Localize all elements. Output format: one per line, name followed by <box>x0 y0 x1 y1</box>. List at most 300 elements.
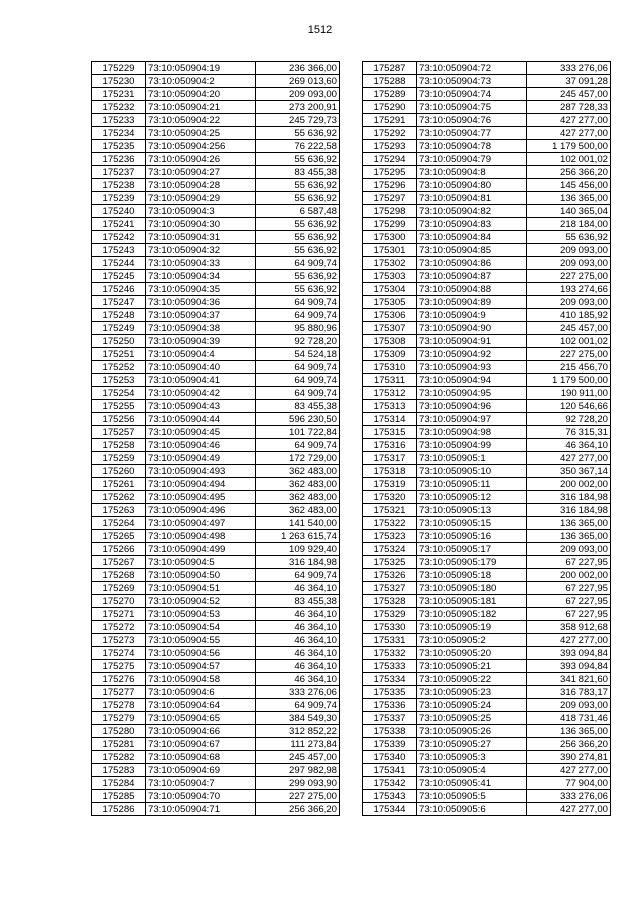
cadastral-number: 73:10:050904:50 <box>146 569 256 582</box>
row-number: 175253 <box>92 374 146 387</box>
table-row <box>92 335 340 348</box>
row-number: 175281 <box>92 738 146 751</box>
row-number: 175285 <box>92 790 146 803</box>
table-row <box>92 608 340 621</box>
cadastral-value: 46 364,10 <box>256 582 340 595</box>
cadastral-number: 73:10:050904:64 <box>146 699 256 712</box>
cadastral-number: 73:10:050904:22 <box>146 114 256 127</box>
table-row <box>363 413 611 426</box>
cadastral-value: 64 909,74 <box>256 361 340 374</box>
cadastral-value: 427 277,00 <box>527 764 611 777</box>
cadastral-value: 1 179 500,00 <box>527 374 611 387</box>
cadastral-value: 384 549,30 <box>256 712 340 725</box>
table-row <box>363 699 611 712</box>
table-row <box>363 127 611 140</box>
cadastral-number: 73:10:050904:31 <box>146 231 256 244</box>
cadastral-number: 73:10:050904:79 <box>417 153 527 166</box>
cadastral-number: 73:10:050904:49 <box>146 452 256 465</box>
cadastral-value: 362 483,00 <box>256 465 340 478</box>
cadastral-number: 73:10:050904:89 <box>417 296 527 309</box>
table-row <box>92 504 340 517</box>
cadastral-number: 73:10:050904:42 <box>146 387 256 400</box>
cadastral-number: 73:10:050904:87 <box>417 270 527 283</box>
cadastral-number: 73:10:050904:36 <box>146 296 256 309</box>
cadastral-number: 73:10:050904:493 <box>146 465 256 478</box>
cadastral-value: 46 364,10 <box>256 647 340 660</box>
row-number: 175283 <box>92 764 146 777</box>
row-number: 175232 <box>92 101 146 114</box>
cadastral-number: 73:10:050905:1 <box>417 452 527 465</box>
cadastral-number: 73:10:050904:85 <box>417 244 527 257</box>
cadastral-value: 393 094,84 <box>527 660 611 673</box>
cadastral-value: 427 277,00 <box>527 803 611 816</box>
cadastral-value: 109 929,40 <box>256 543 340 556</box>
row-number: 175305 <box>363 296 417 309</box>
row-number: 175335 <box>363 686 417 699</box>
row-number: 175266 <box>92 543 146 556</box>
row-number: 175296 <box>363 179 417 192</box>
row-number: 175340 <box>363 751 417 764</box>
cadastral-number: 73:10:050904:76 <box>417 114 527 127</box>
table-row <box>363 205 611 218</box>
cadastral-number: 73:10:050904:99 <box>417 439 527 452</box>
table-row <box>92 686 340 699</box>
cadastral-number: 73:10:050904:80 <box>417 179 527 192</box>
table-row <box>363 348 611 361</box>
cadastral-number: 73:10:050904:43 <box>146 400 256 413</box>
row-number: 175240 <box>92 205 146 218</box>
cadastral-value: 227 275,00 <box>527 348 611 361</box>
cadastral-value: 316 783,17 <box>527 686 611 699</box>
row-number: 175237 <box>92 166 146 179</box>
row-number: 175321 <box>363 504 417 517</box>
table-row <box>92 699 340 712</box>
cadastral-number: 73:10:050905:4 <box>417 764 527 777</box>
cadastral-number: 73:10:050904:51 <box>146 582 256 595</box>
row-number: 175334 <box>363 673 417 686</box>
row-number: 175233 <box>92 114 146 127</box>
cadastral-value: 55 636,92 <box>256 231 340 244</box>
table-row <box>363 140 611 153</box>
row-number: 175261 <box>92 478 146 491</box>
cadastral-number: 73:10:050905:180 <box>417 582 527 595</box>
cadastral-value: 55 636,92 <box>256 192 340 205</box>
row-number: 175273 <box>92 634 146 647</box>
table-row <box>363 270 611 283</box>
cadastral-value: 297 982,98 <box>256 764 340 777</box>
cadastral-value: 46 364,10 <box>527 439 611 452</box>
cadastral-value: 390 274,81 <box>527 751 611 764</box>
row-number: 175257 <box>92 426 146 439</box>
row-number: 175284 <box>92 777 146 790</box>
cadastral-number: 73:10:050904:88 <box>417 283 527 296</box>
cadastral-number: 73:10:050904:28 <box>146 179 256 192</box>
cadastral-value: 245 457,00 <box>256 751 340 764</box>
cadastral-value: 341 821,60 <box>527 673 611 686</box>
table-row <box>363 504 611 517</box>
cadastral-number: 73:10:050905:13 <box>417 504 527 517</box>
cadastral-value: 209 093,00 <box>527 699 611 712</box>
row-number: 175299 <box>363 218 417 231</box>
cadastral-number: 73:10:050904:97 <box>417 413 527 426</box>
cadastral-value: 83 455,38 <box>256 400 340 413</box>
cadastral-number: 73:10:050904:56 <box>146 647 256 660</box>
cadastral-number: 73:10:050904:32 <box>146 244 256 257</box>
table-row <box>363 608 611 621</box>
row-number: 175319 <box>363 478 417 491</box>
cadastral-number: 73:10:050904:86 <box>417 257 527 270</box>
table-row <box>363 244 611 257</box>
cadastral-number: 73:10:050904:20 <box>146 88 256 101</box>
cadastral-number: 73:10:050905:179 <box>417 556 527 569</box>
table-row <box>363 101 611 114</box>
table-row <box>92 270 340 283</box>
row-number: 175238 <box>92 179 146 192</box>
cadastral-number: 73:10:050904:90 <box>417 322 527 335</box>
cadastral-number: 73:10:050904:65 <box>146 712 256 725</box>
table-row <box>92 179 340 192</box>
cadastral-value: 362 483,00 <box>256 491 340 504</box>
cadastral-number: 73:10:050905:182 <box>417 608 527 621</box>
cadastral-value: 67 227,95 <box>527 556 611 569</box>
table-row <box>363 517 611 530</box>
table-row <box>363 491 611 504</box>
table-row <box>363 114 611 127</box>
cadastral-value: 95 880,96 <box>256 322 340 335</box>
row-number: 175260 <box>92 465 146 478</box>
cadastral-value: 102 001,02 <box>527 335 611 348</box>
row-number: 175338 <box>363 725 417 738</box>
table-row <box>363 322 611 335</box>
page-number: 1512 <box>307 24 333 36</box>
cadastral-number: 73:10:050904:4 <box>146 348 256 361</box>
cadastral-value: 140 365,04 <box>527 205 611 218</box>
table-row <box>92 75 340 88</box>
cadastral-number: 73:10:050905:21 <box>417 660 527 673</box>
cadastral-value: 55 636,92 <box>256 218 340 231</box>
cadastral-value: 256 366,20 <box>256 803 340 816</box>
table-row <box>92 153 340 166</box>
table-row <box>363 309 611 322</box>
cadastral-number: 73:10:050904:68 <box>146 751 256 764</box>
table-row <box>92 673 340 686</box>
row-number: 175315 <box>363 426 417 439</box>
row-number: 175241 <box>92 218 146 231</box>
table-body-right <box>363 62 611 816</box>
cadastral-value: 55 636,92 <box>527 231 611 244</box>
cadastral-value: 77 904,00 <box>527 777 611 790</box>
row-number: 175248 <box>92 309 146 322</box>
row-number: 175291 <box>363 114 417 127</box>
cadastral-number: 73:10:050904:21 <box>146 101 256 114</box>
row-number: 175247 <box>92 296 146 309</box>
cadastral-number: 73:10:050904:82 <box>417 205 527 218</box>
table-row <box>92 634 340 647</box>
cadastral-value: 54 524,18 <box>256 348 340 361</box>
row-number: 175329 <box>363 608 417 621</box>
cadastral-number: 73:10:050904:256 <box>146 140 256 153</box>
table-row <box>92 803 340 816</box>
cadastral-value: 236 366,00 <box>256 62 340 75</box>
table-row <box>363 75 611 88</box>
cadastral-value: 273 200,91 <box>256 101 340 114</box>
cadastral-value: 76 315,31 <box>527 426 611 439</box>
cadastral-value: 312 852,22 <box>256 725 340 738</box>
cadastral-value: 269 013,60 <box>256 75 340 88</box>
row-number: 175307 <box>363 322 417 335</box>
table-row <box>363 387 611 400</box>
row-number: 175317 <box>363 452 417 465</box>
row-number: 175239 <box>92 192 146 205</box>
cadastral-value: 418 731,46 <box>527 712 611 725</box>
cadastral-value: 67 227,95 <box>527 608 611 621</box>
cadastral-value: 333 276,06 <box>527 790 611 803</box>
table-row <box>92 491 340 504</box>
row-number: 175256 <box>92 413 146 426</box>
row-number: 175344 <box>363 803 417 816</box>
table-row <box>363 296 611 309</box>
cadastral-number: 73:10:050905:23 <box>417 686 527 699</box>
cadastral-value: 102 001,02 <box>527 153 611 166</box>
cadastral-value: 256 366,20 <box>527 166 611 179</box>
table-row <box>363 595 611 608</box>
table-row <box>363 543 611 556</box>
cadastral-value: 200 002,00 <box>527 478 611 491</box>
table-row <box>92 361 340 374</box>
cadastral-number: 73:10:050904:495 <box>146 491 256 504</box>
cadastral-number: 73:10:050904:58 <box>146 673 256 686</box>
cadastral-value: 316 184,98 <box>527 491 611 504</box>
cadastral-number: 73:10:050904:70 <box>146 790 256 803</box>
cadastral-number: 73:10:050904:26 <box>146 153 256 166</box>
cadastral-number: 73:10:050904:494 <box>146 478 256 491</box>
table-row <box>92 387 340 400</box>
cadastral-value: 55 636,92 <box>256 283 340 296</box>
row-number: 175252 <box>92 361 146 374</box>
cadastral-value: 46 364,10 <box>256 634 340 647</box>
cadastral-number: 73:10:050905:17 <box>417 543 527 556</box>
row-number: 175262 <box>92 491 146 504</box>
cadastral-number: 73:10:050905:26 <box>417 725 527 738</box>
row-number: 175341 <box>363 764 417 777</box>
cadastral-number: 73:10:050904:7 <box>146 777 256 790</box>
cadastral-value: 55 636,92 <box>256 127 340 140</box>
cadastral-number: 73:10:050904:95 <box>417 387 527 400</box>
row-number: 175244 <box>92 257 146 270</box>
table-row <box>92 62 340 75</box>
cadastral-number: 73:10:050904:67 <box>146 738 256 751</box>
cadastral-table-right <box>362 61 611 816</box>
cadastral-value: 136 365,00 <box>527 517 611 530</box>
row-number: 175332 <box>363 647 417 660</box>
cadastral-value: 120 546,66 <box>527 400 611 413</box>
cadastral-value: 333 276,06 <box>256 686 340 699</box>
cadastral-number: 73:10:050904:44 <box>146 413 256 426</box>
table-row <box>92 400 340 413</box>
cadastral-number: 73:10:050904:3 <box>146 205 256 218</box>
table-row <box>363 712 611 725</box>
cadastral-value: 64 909,74 <box>256 257 340 270</box>
cadastral-value: 350 367,14 <box>527 465 611 478</box>
table-row <box>363 166 611 179</box>
table-row <box>92 439 340 452</box>
cadastral-number: 73:10:050905:181 <box>417 595 527 608</box>
row-number: 175282 <box>92 751 146 764</box>
cadastral-value: 1 263 615,74 <box>256 530 340 543</box>
cadastral-value: 64 909,74 <box>256 387 340 400</box>
table-row <box>92 231 340 244</box>
cadastral-number: 73:10:050904:5 <box>146 556 256 569</box>
cadastral-number: 73:10:050905:2 <box>417 634 527 647</box>
table-row <box>363 257 611 270</box>
table-row <box>92 569 340 582</box>
row-number: 175294 <box>363 153 417 166</box>
table-row <box>363 621 611 634</box>
table-row <box>363 153 611 166</box>
row-number: 175322 <box>363 517 417 530</box>
row-number: 175231 <box>92 88 146 101</box>
row-number: 175324 <box>363 543 417 556</box>
table-row <box>92 114 340 127</box>
row-number: 175301 <box>363 244 417 257</box>
row-number: 175293 <box>363 140 417 153</box>
row-number: 175265 <box>92 530 146 543</box>
table-row <box>92 517 340 530</box>
row-number: 175268 <box>92 569 146 582</box>
cadastral-value: 245 729,73 <box>256 114 340 127</box>
row-number: 175270 <box>92 595 146 608</box>
table-body-left <box>92 62 340 816</box>
cadastral-value: 287 728,33 <box>527 101 611 114</box>
cadastral-number: 73:10:050904:72 <box>417 62 527 75</box>
table-row <box>92 218 340 231</box>
row-number: 175333 <box>363 660 417 673</box>
cadastral-number: 73:10:050904:37 <box>146 309 256 322</box>
cadastral-number: 73:10:050904:74 <box>417 88 527 101</box>
table-row <box>92 140 340 153</box>
table-row <box>92 530 340 543</box>
table-row <box>363 452 611 465</box>
cadastral-value: 209 093,00 <box>527 296 611 309</box>
cadastral-value: 172 729,00 <box>256 452 340 465</box>
row-number: 175316 <box>363 439 417 452</box>
cadastral-value: 141 540,00 <box>256 517 340 530</box>
row-number: 175323 <box>363 530 417 543</box>
row-number: 175242 <box>92 231 146 244</box>
table-row <box>363 660 611 673</box>
row-number: 175236 <box>92 153 146 166</box>
cadastral-value: 245 457,00 <box>527 322 611 335</box>
cadastral-number: 73:10:050905:3 <box>417 751 527 764</box>
cadastral-value: 427 277,00 <box>527 634 611 647</box>
row-number: 175290 <box>363 101 417 114</box>
cadastral-number: 73:10:050904:29 <box>146 192 256 205</box>
cadastral-value: 67 227,95 <box>527 582 611 595</box>
row-number: 175245 <box>92 270 146 283</box>
cadastral-number: 73:10:050904:8 <box>417 166 527 179</box>
row-number: 175292 <box>363 127 417 140</box>
cadastral-value: 6 587,48 <box>256 205 340 218</box>
cadastral-value: 393 094,84 <box>527 647 611 660</box>
cadastral-value: 193 274,66 <box>527 283 611 296</box>
cadastral-number: 73:10:050904:75 <box>417 101 527 114</box>
cadastral-value: 46 364,10 <box>256 608 340 621</box>
cadastral-number: 73:10:050905:5 <box>417 790 527 803</box>
cadastral-number: 73:10:050904:25 <box>146 127 256 140</box>
table-row <box>363 465 611 478</box>
row-number: 175250 <box>92 335 146 348</box>
table-row <box>363 88 611 101</box>
cadastral-value: 427 277,00 <box>527 114 611 127</box>
table-row <box>363 673 611 686</box>
table-row <box>92 127 340 140</box>
table-row <box>92 465 340 478</box>
row-number: 175230 <box>92 75 146 88</box>
cadastral-value: 316 184,98 <box>527 504 611 517</box>
row-number: 175280 <box>92 725 146 738</box>
table-row <box>363 361 611 374</box>
row-number: 175325 <box>363 556 417 569</box>
row-number: 175288 <box>363 75 417 88</box>
row-number: 175229 <box>92 62 146 75</box>
table-row <box>92 257 340 270</box>
row-number: 175311 <box>363 374 417 387</box>
cadastral-number: 73:10:050904:496 <box>146 504 256 517</box>
table-row <box>363 426 611 439</box>
cadastral-number: 73:10:050905:24 <box>417 699 527 712</box>
cadastral-value: 245 457,00 <box>527 88 611 101</box>
table-row <box>92 764 340 777</box>
cadastral-number: 73:10:050905:19 <box>417 621 527 634</box>
cadastral-number: 73:10:050904:57 <box>146 660 256 673</box>
table-row <box>92 426 340 439</box>
cadastral-number: 73:10:050904:81 <box>417 192 527 205</box>
table-row <box>92 205 340 218</box>
cadastral-value: 64 909,74 <box>256 374 340 387</box>
row-number: 175330 <box>363 621 417 634</box>
row-number: 175274 <box>92 647 146 660</box>
table-row <box>92 296 340 309</box>
cadastral-number: 73:10:050905:25 <box>417 712 527 725</box>
cadastral-value: 55 636,92 <box>256 244 340 257</box>
table-row <box>92 647 340 660</box>
cadastral-value: 256 366,20 <box>527 738 611 751</box>
table-row <box>92 244 340 257</box>
table-row <box>363 231 611 244</box>
cadastral-number: 73:10:050904:27 <box>146 166 256 179</box>
cadastral-value: 76 222,58 <box>256 140 340 153</box>
cadastral-value: 83 455,38 <box>256 166 340 179</box>
row-number: 175298 <box>363 205 417 218</box>
cadastral-number: 73:10:050904:92 <box>417 348 527 361</box>
table-row <box>92 595 340 608</box>
row-number: 175328 <box>363 595 417 608</box>
table-row <box>92 543 340 556</box>
table-row <box>92 452 340 465</box>
cadastral-value: 362 483,00 <box>256 478 340 491</box>
table-row <box>363 764 611 777</box>
cadastral-value: 64 909,74 <box>256 699 340 712</box>
row-number: 175337 <box>363 712 417 725</box>
cadastral-number: 73:10:050905:15 <box>417 517 527 530</box>
table-row <box>92 725 340 738</box>
table-row <box>363 218 611 231</box>
cadastral-number: 73:10:050904:66 <box>146 725 256 738</box>
row-number: 175279 <box>92 712 146 725</box>
table-row <box>363 582 611 595</box>
cadastral-value: 218 184,00 <box>527 218 611 231</box>
row-number: 175343 <box>363 790 417 803</box>
